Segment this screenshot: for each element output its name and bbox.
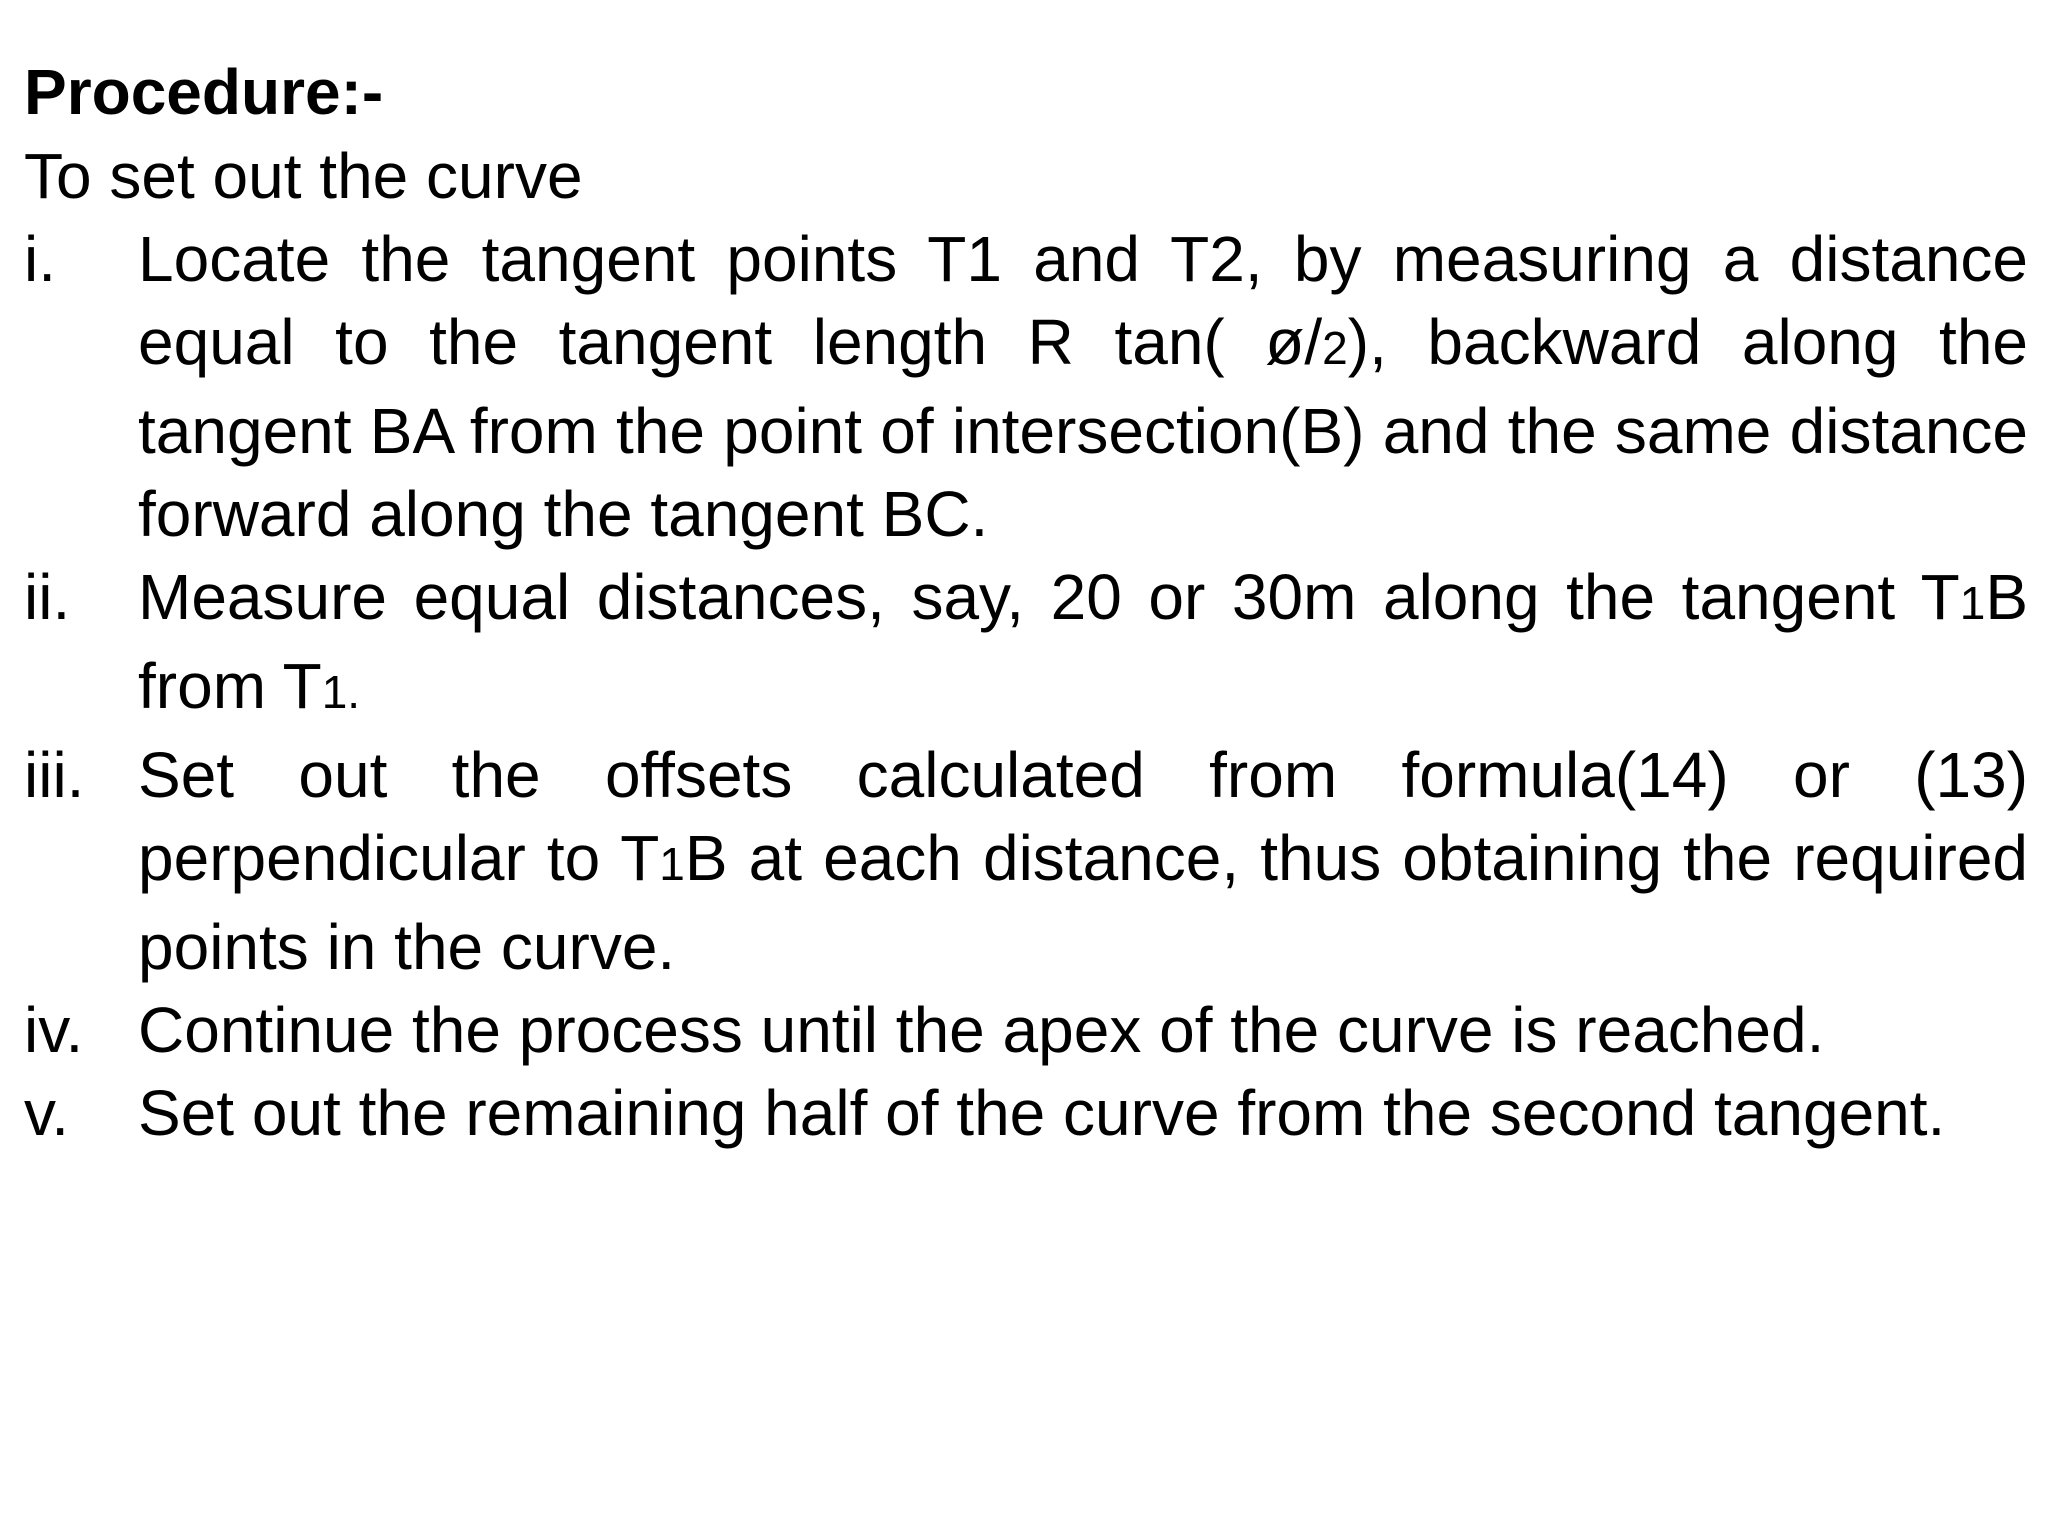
step-text: Set out the offsets calculated from formula(14) or (13) perpendicular to T [138,739,2028,894]
step-item [24,556,2028,734]
step-text: ), backward along the tangent BA from the point of intersection(B) and the same distance forward along the tangent BC. [138,306,2028,550]
step-text: B at each distance, thus obtaining the required points in the curve. [138,822,2029,983]
step-item [24,989,2028,1072]
procedure-slide [24,50,2028,1155]
step-number: iii. [24,739,85,811]
subscript-text: 1 [1959,577,1986,629]
intro-text: To set out the curve [24,140,583,212]
step-number: ii. [24,561,71,633]
step-item [24,734,2028,989]
subscript-text: 2 [1322,322,1348,374]
step-number: v. [24,1077,70,1149]
step-text: Measure equal distances, say, 20 or 30m along the tangent T [138,561,1960,633]
step-text: Continue the process until the apex of the curve is reached. [138,994,1825,1066]
step-number: i. [24,223,56,295]
subscript-text: 1. [321,666,361,718]
step-text: Locate the tangent points T1 and T2, by measuring a distance equal to the tangent length R tan( ø/ [138,223,2028,378]
step-text: Set out the remaining half of the curve from the second tangent. [138,1077,1946,1149]
procedure-heading: Procedure:- [24,56,384,128]
step-item [24,218,2028,556]
step-number: iv. [24,994,84,1066]
step-item [24,1072,2028,1155]
step-text: B from T [138,561,2028,722]
procedure-steps-list [24,218,2028,1155]
subscript-text: 1 [659,838,685,890]
